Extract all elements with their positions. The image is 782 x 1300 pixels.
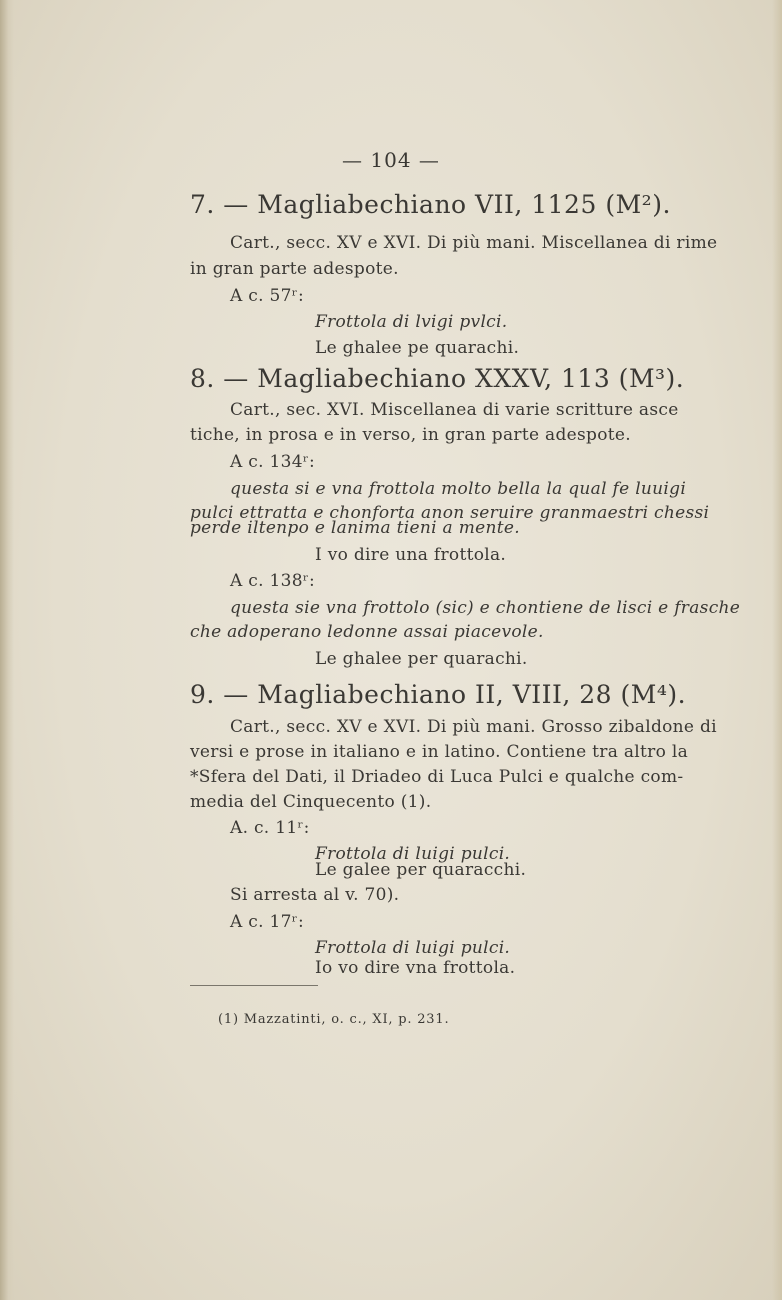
entry-9-description-line-4: media del Cinquecento (1). <box>190 792 432 812</box>
entry-9-incipit-2: Io vo dire vna frottola. <box>315 958 516 978</box>
entry-heading-7: 7. — Magliabechiano VII, 1125 (M²). <box>190 190 671 219</box>
entry-8-rubric-2-line-2: che adoperano ledonne assai piacevole. <box>190 622 544 642</box>
page-edge-right <box>772 0 782 1300</box>
entry-9-description-line-3: *Sfera del Dati, il Driadeo di Luca Pulci e qualche com- <box>190 767 684 787</box>
entry-8-incipit-2: Le ghalee per quarachi. <box>315 649 528 669</box>
entry-7-incipit: Le ghalee pe quarachi. <box>315 338 520 358</box>
footnote: (1) Mazzatinti, o. c., XI, p. 231. <box>218 1012 450 1027</box>
entry-8-rubric-line-1: questa si e vna frottola molto bella la qual fe luuigi <box>230 479 687 499</box>
entry-9-folio-ref-2: A c. 17ʳ: <box>230 912 304 932</box>
entry-9-description-line-1: Cart., secc. XV e XVI. Di più mani. Grosso zibaldone di <box>230 717 717 737</box>
entry-heading-8: 8. — Magliabechiano XXXV, 113 (M³). <box>190 364 685 393</box>
entry-8-rubric-line-2: pulci ettratta e chonforta anon seruire granmaestri chessi <box>190 503 710 523</box>
entry-9-incipit-1: Le galee per quaracchi. <box>315 860 527 880</box>
entry-7-title: Frottola di lvigi pvlci. <box>315 312 508 332</box>
entry-7-description-line-2: in gran parte adespote. <box>190 259 399 279</box>
entry-9-description-line-2: versi e prose in italiano e in latino. Contiene tra altro la <box>190 742 689 762</box>
entry-8-description-line-1: Cart., sec. XVI. Miscellanea di varie scritture asce <box>230 400 679 420</box>
entry-heading-9: 9. — Magliabechiano II, VIII, 28 (M⁴). <box>190 680 687 709</box>
entry-9-note: Si arresta al v. 70). <box>230 885 400 905</box>
entry-8-rubric-line-3: perde iltenpo e lanima tieni a mente. <box>190 518 520 538</box>
entry-7-description-line-1: Cart., secc. XV e XVI. Di più mani. Miscellanea di rime <box>230 233 718 253</box>
entry-9-folio-ref-1: A. c. 11ʳ: <box>230 818 310 838</box>
entry-7-folio-ref: A c. 57ʳ: <box>230 286 304 306</box>
entry-8-folio-ref-1: A c. 134ʳ: <box>230 452 316 472</box>
entry-9-title-1: Frottola di luigi pulci. <box>315 844 511 864</box>
footnote-rule <box>190 985 318 986</box>
entry-8-description-line-2: tiche, in prosa e in verso, in gran parte adespote. <box>190 425 631 445</box>
entry-8-folio-ref-2: A c. 138ʳ: <box>230 571 316 591</box>
page-number: — 104 — <box>342 148 440 172</box>
page-edge-left <box>0 0 14 1300</box>
entry-8-rubric-2-line-1: questa sie vna frottolo (sic) e chontiene de lisci e frasche <box>230 598 741 618</box>
entry-8-incipit-1: I vo dire una frottola. <box>315 545 507 565</box>
entry-9-title-2: Frottola di luigi pulci. <box>315 938 511 958</box>
